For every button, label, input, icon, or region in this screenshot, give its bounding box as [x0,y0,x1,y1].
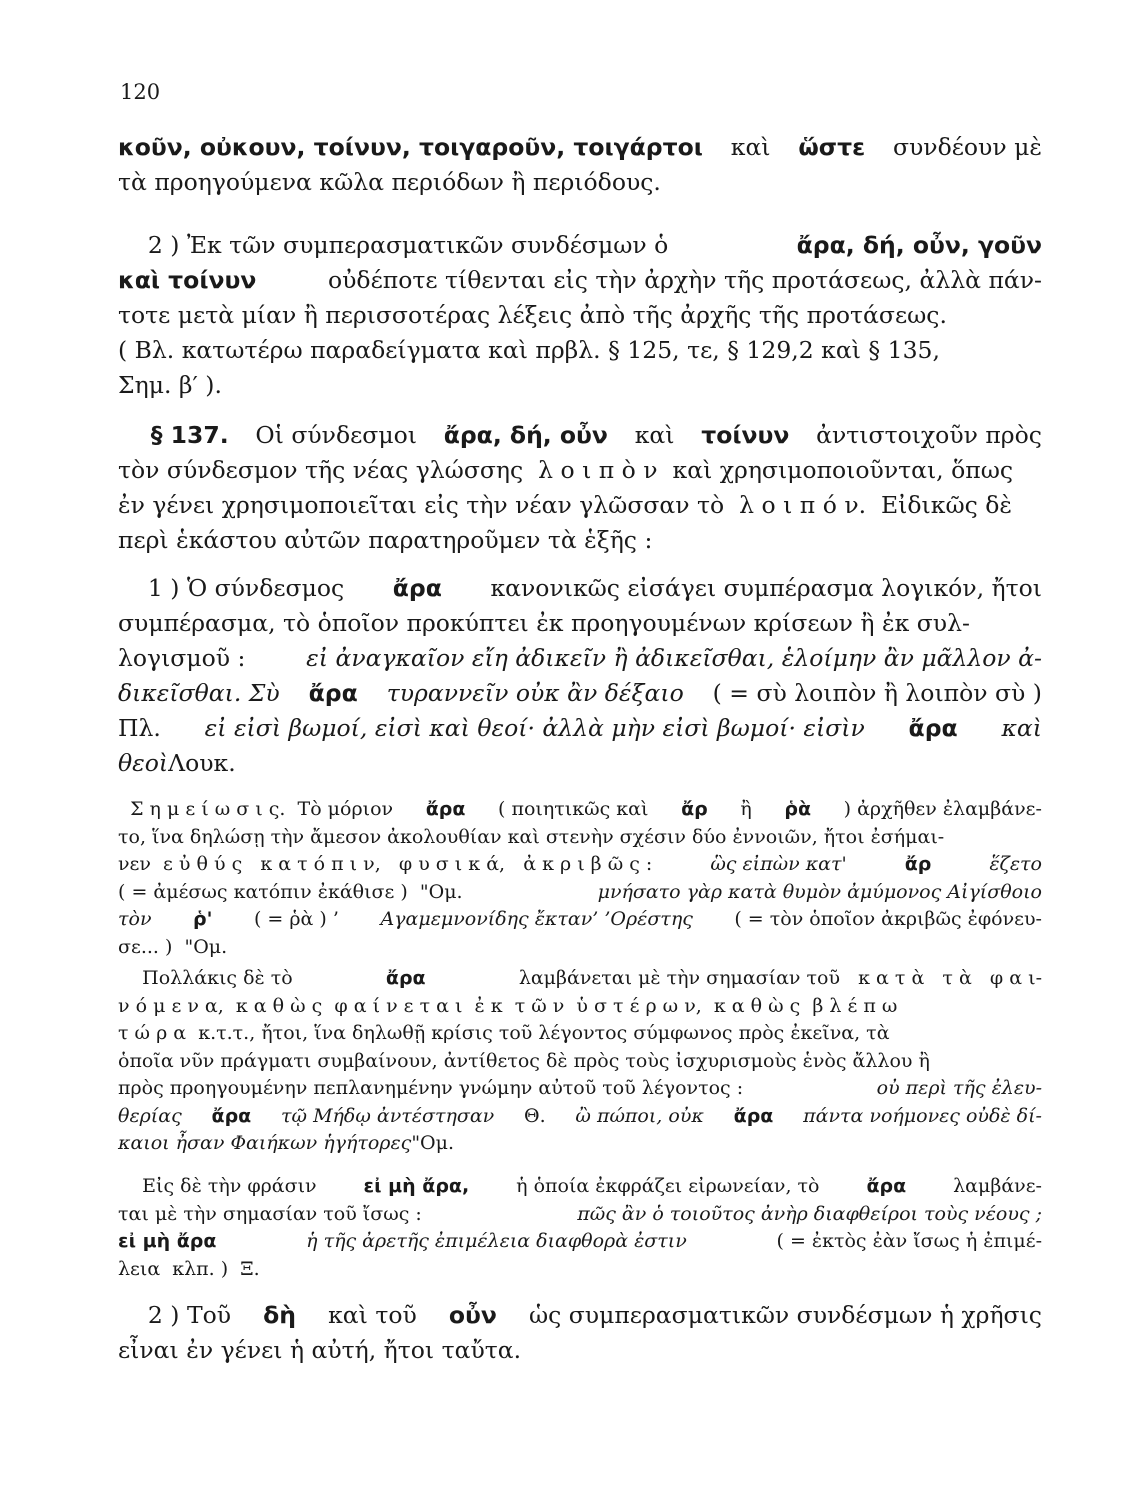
text-line [118,1333,1042,1368]
text-line [118,298,1042,333]
text-run: πάντα νοήμονες οὐδὲ δί- [803,1104,1042,1127]
text-run: λογισμοῦ : [118,644,246,672]
text-run: ( = ῥὰ ) ’ [253,908,339,930]
text-line [118,641,1042,676]
text-line [118,1103,1042,1131]
text-run: ἡ τῆς ἀρετῆς ἐπιμέλεια διαφθορὰ ἐστιν [306,1230,687,1252]
text-line [118,1048,1042,1076]
text-run: θερίας [118,1104,182,1127]
text-line [118,228,1042,263]
paragraph-2-de-oun [118,1298,1042,1368]
text-run: εἶναι ἐν γένει ἡ αὐτή, ἤτοι ταὔτα. [118,1336,522,1364]
text-line [118,1228,1042,1256]
text-run: Σ η μ ε ί ω σ ι ς. Τὸ μόριον [118,798,394,820]
text-run: εἰ εἰσὶ βωμοί, εἰσὶ καὶ θεοί· ἀλλὰ μὴν εἰσὶ βωμοί· εἰσὶν [204,714,865,742]
text-line [118,711,1042,746]
text-line [118,130,1042,165]
text-line [118,1075,1042,1103]
text-line [118,263,1042,298]
text-line [118,1173,1042,1201]
text-line [118,746,1042,781]
text-run: δικεῖσθαι. Σὺ [118,679,280,707]
text-run: λαμβάνεται μὲ τὴν σημασίαν τοῦ κ α τ ὰ τ ὰ φ α ι- [518,967,1042,989]
text-run: ἄρα [385,967,426,989]
text-run: ἄρα, δή, οὖν [443,421,608,449]
text-run: οὐ περὶ τῆς ἐλευ- [876,1077,1042,1099]
text-line [118,965,1042,993]
text-run: τοίνυν [701,421,790,449]
text-run: τ ώ ρ α κ.τ.τ., ἤτοι, ἵνα δηλωθῇ κρίσις τοῦ λέγοντος σύμφωνος πρὸς ἐκεῖνα, τὰ [118,1022,890,1044]
text-line [118,453,1042,488]
text-run: 1 ) Ὁ σύνδεσμος [118,574,345,602]
text-run: δὴ [263,1301,297,1329]
text-run: § 137. [118,421,229,449]
text-run: ἄρ [681,798,708,820]
text-run: ἢ [740,798,752,820]
text-run: ν ό μ ε ν α, κ α θ ὼ ς φ α ί ν ε τ α ι ἐ κ τ ῶ ν ὑ σ τ έ ρ ω ν, κ α θ ὼ ς β λ έ π ω [118,994,898,1017]
text-line [118,1256,1042,1284]
text-run: οὖν [448,1301,497,1329]
text-run: εἰ μὴ ἄρα [118,1230,217,1252]
text-run: καιοι ἦσαν Φαιήκων ἡγήτορες [118,1132,412,1154]
text-run: ὥστε [798,133,866,161]
note-pollakis [118,965,1042,1158]
text-line [118,851,1042,879]
text-line [118,165,1042,200]
text-run: Σημ. β′ ). [118,371,222,399]
text-run: καὶ [1001,714,1042,742]
text-run: 2 ) Ἐκ τῶν συμπερασματικῶν συνδέσμων ὁ [118,231,669,259]
page-number: 120 [120,80,161,104]
text-run: Αγαμεμνονίδης ἔκταν’ ’Ορέστης [380,908,693,930]
paragraph-2 [118,228,1042,403]
text-run: κανονικῶς εἰσάγει συμπέρασμα λογικόν, ἤτοι [490,574,1042,602]
text-run: νεν ε ὐ θ ύ ς κ α τ ό π ι ν, φ υ σ ι κ ά, ἀ κ ρ ι β ῶ ς : [118,853,653,875]
text-line [118,879,1042,907]
note-ei-me-ara [118,1173,1042,1283]
text-run: Θ. [524,1104,546,1127]
text-line [118,1298,1042,1333]
text-line [118,824,1042,852]
text-run: μνήσατο γὰρ κατὰ θυμὸν ἀμύμονος Αἰγίσθοιο [597,880,1042,903]
text-line [118,796,1042,824]
text-run: ὢ πώποι, οὐκ [575,1104,704,1127]
text-run: ὡς συμπερασματικῶν συνδέσμων ἡ χρῆσις [528,1301,1042,1329]
text-run: τὸν [118,908,152,930]
text-run: ἄρα [308,679,358,707]
text-run: ἀντιστοιχοῦν πρὸς [816,421,1042,449]
text-run: λαμβάνε- [953,1175,1042,1197]
text-run: ( = σὺ λοιπὸν ἢ λοιπὸν σὺ ) [712,679,1042,707]
text-run: τῷ Μήδῳ ἀντέστησαν [281,1104,495,1127]
text-run: τοτε μετὰ μίαν ἢ περισσοτέρας λέξεις ἀπὸ τῆς ἀρχῆς τῆς προτάσεως. [118,301,947,329]
text-run: ὣς εἰπὼν κατ' [710,853,847,875]
text-run: θεοὶ [118,749,169,777]
text-run: τυραννεῖν οὐκ ἂν δέξαιο [386,679,684,707]
text-run: ἄρα [866,1175,907,1197]
text-run: ( ποιητικῶς καὶ [498,798,649,820]
text-line [118,523,1042,558]
text-run: 2 ) Τοῦ [118,1301,232,1329]
text-run: πῶς ἂν ὁ τοιοῦτος ἀνὴρ διαφθείροι τοὺς νέους ; [577,1202,1042,1225]
section-137 [118,418,1042,558]
text-run: ῥ' [193,908,213,930]
text-run: ἐν γένει χρησιμοποιεῖται εἰς τὴν νέαν γλῶσσαν τὸ λ ο ι π ό ν. Εἰδικῶς δὲ [118,491,1012,519]
text-run: κοῦν, οὐκουν, τοίνυν, τοιγαροῦν, τοιγάρτοι [118,133,703,161]
text-line [118,934,1042,962]
text-run: Οἱ σύνδεσμοι [255,421,417,449]
paragraph-continuation [118,130,1042,200]
text-run: ἄρα [425,798,466,820]
text-run: σε... ) "Ομ. [118,935,228,958]
text-line [118,333,1042,368]
text-run: συμπέρασμα, τὸ ὁποῖον προκύπτει ἐκ προηγουμένων κρίσεων ἢ ἐκ συλ- [118,609,970,637]
text-run: Πλ. [118,714,161,742]
text-line [118,418,1042,453]
text-run: ἄρα [211,1104,252,1127]
text-run: ( = τὸν ὁποῖον ἀκριβῶς ἐφόνευ- [734,908,1042,930]
text-line [118,571,1042,606]
text-run: ἄρ [904,853,932,875]
text-run: ἄρα [908,714,958,742]
text-run: τὰ προηγούμενα κῶλα περιόδων ἢ περιόδους. [118,168,661,196]
text-run: οὐδέποτε τίθενται εἰς τὴν ἀρχὴν τῆς προτάσεως, ἀλλὰ πάν- [328,266,1042,294]
text-run: καὶ [730,133,771,161]
text-run: καὶ [634,421,675,449]
text-run: εἰ ἀναγκαῖον εἴη ἀδικεῖν ἢ ἀδικεῖσθαι, ἑλοίμην ἂν μᾶλλον ἀ- [306,644,1042,672]
text-run: Λουκ. [168,749,236,777]
text-run: τὸν σύνδεσμον τῆς νέας γλώσσης λ ο ι π ὸ ν καὶ χρησιμοποιοῦνται, ὅπως [118,456,1014,484]
text-run: ἄρα [733,1104,774,1127]
text-run: ( = ἐκτὸς ἐὰν ἴσως ἡ ἐπιμέ- [776,1230,1042,1252]
text-run: ἡ ὁποία ἐκφράζει εἰρωνείαν, τὸ [516,1175,820,1197]
text-line [118,606,1042,641]
text-run: το, ἵνα δηλώσῃ τὴν ἄμεσον ἀκολουθίαν καὶ στενὴν σχέσιν δύο ἐννοιῶν, ἤτοι ἐσήμαι- [118,825,945,848]
text-run: καὶ τοῦ [328,1301,417,1329]
text-line [118,906,1042,934]
text-run: ῥὰ [784,798,812,820]
text-run: ἄρα, δή, οὖν, γοῦν [796,231,1042,259]
text-run: "Ομ. [411,1132,455,1154]
text-run: ὁποῖα νῦν πράγματι συμβαίνουν, ἀντίθετος δὲ πρὸς τοὺς ἰσχυρισμοὺς ἑνὸς ἄλλου ἢ [118,1049,930,1072]
text-run: πρὸς προηγουμένην πεπλανημένην γνώμην αὐτοῦ τοῦ λέγοντος : [118,1077,744,1099]
text-line [118,368,1042,403]
text-line [118,1130,1042,1158]
text-run: Πολλάκις δὲ τὸ [118,967,293,989]
text-run: ( = ἀμέσως κατόπιν ἐκάθισε ) "Ομ. [118,880,463,903]
text-run: ται μὲ τὴν σημασίαν τοῦ ἴσως : [118,1202,422,1225]
text-line [118,1020,1042,1048]
text-line [118,1201,1042,1229]
note-semeiosis [118,796,1042,961]
text-line [118,488,1042,523]
text-run: ) ἀρχῆθεν ἐλαμβάνε- [843,798,1042,820]
text-run: Εἰς δὲ τὴν φράσιν [118,1175,317,1197]
text-run: λεια κλπ. ) Ξ. [118,1257,260,1280]
text-run: εἰ μὴ ἄρα, [363,1175,470,1197]
text-run: περὶ ἑκάστου αὐτῶν παρατηροῦμεν τὰ ἑξῆς : [118,526,653,554]
text-run: ( Βλ. κατωτέρω παραδείγματα καὶ πρβλ. § 125, τε, § 129,2 καὶ § 135, [118,336,940,364]
text-run: ἄρα [392,574,442,602]
paragraph-1-ara [118,571,1042,781]
text-run: καὶ τοίνυν [118,266,257,294]
text-run: συνδέουν μὲ [892,133,1042,161]
text-run: ἕζετο [989,853,1042,875]
text-line [118,676,1042,711]
text-line [118,993,1042,1021]
